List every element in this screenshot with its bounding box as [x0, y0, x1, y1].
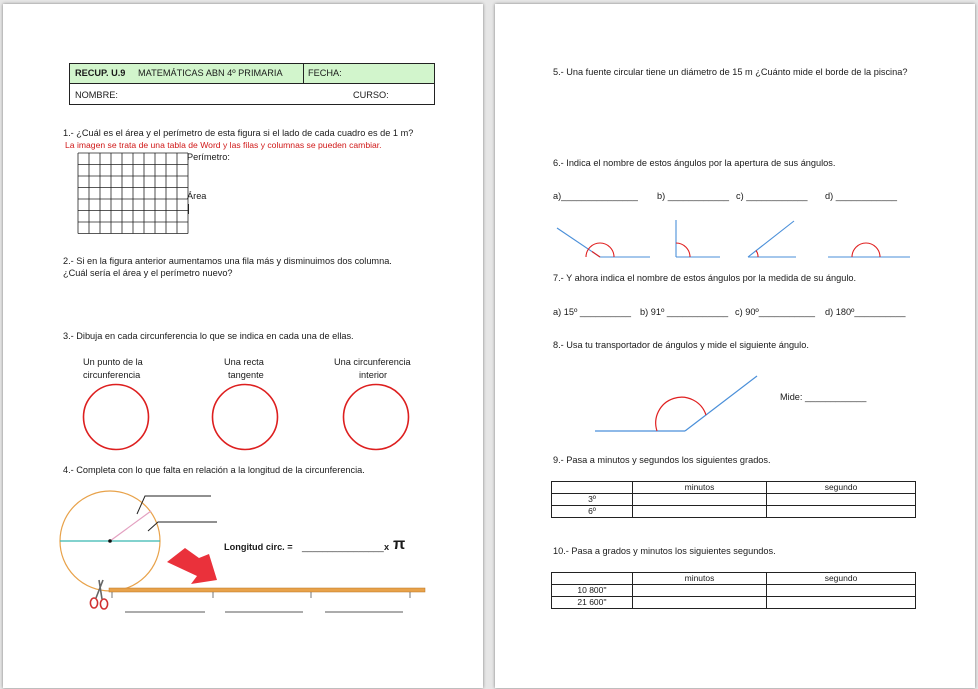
q2-line2: ¿Cuál sería el área y el perímetro nuevo? [63, 268, 233, 278]
q7-blank-a[interactable]: a) 15º __________ [553, 307, 631, 317]
grid-figure [77, 152, 189, 234]
pi-symbol: π [393, 536, 406, 553]
center-point [108, 539, 112, 543]
q3-label-3b: interior [359, 370, 388, 380]
header-nombre: NOMBRE: [75, 90, 118, 100]
table-row: 6º [552, 506, 916, 518]
q10-text: 10.- Pasa a grados y minutos los siguientes segundos. [553, 546, 776, 556]
q9-text: 9.- Pasa a minutos y segundos los siguientes grados. [553, 455, 771, 465]
angle-b-right [676, 220, 720, 257]
answer-cell[interactable] [767, 597, 916, 609]
q8-text: 8.- Usa tu transportador de ángulos y mide el siguiente ángulo. [553, 340, 809, 350]
q3-label-1a: Un punto de la [83, 357, 143, 367]
q6-text: 6.- Indica el nombre de estos ángulos por la apertura de sus ángulos. [553, 158, 836, 168]
circle-1[interactable] [84, 385, 149, 450]
circle-3[interactable] [344, 385, 409, 450]
header-curso: CURSO: [353, 90, 389, 100]
header-fecha: FECHA: [308, 68, 342, 78]
q9-table [551, 481, 916, 518]
table-row: 10 800'' [552, 585, 916, 597]
q1-note: La imagen se trata de una tabla de Word y las filas y columnas se pueden cambiar. [65, 140, 382, 150]
table-row: 21 600'' [552, 597, 916, 609]
ruler-bar [109, 588, 425, 592]
table-row: minutos segundo [552, 573, 916, 585]
angle-c-acute [748, 221, 796, 257]
q3-label-1b: circunferencia [83, 370, 141, 380]
q3-circles [73, 379, 423, 459]
q10-table [551, 572, 916, 609]
q7-text: 7.- Y ahora indica el nombre de estos ángulos por la medida de su ángulo. [553, 273, 857, 283]
q7-blank-c[interactable]: c) 90º___________ [735, 307, 815, 317]
answer-cell[interactable] [767, 494, 916, 506]
answer-cell[interactable] [767, 506, 916, 518]
circle-2[interactable] [213, 385, 278, 450]
text-cursor [188, 204, 189, 214]
answer-cell[interactable] [633, 506, 767, 518]
q3-text: 3.- Dibuja en cada circunferencia lo que se indica en cada una de ellas. [63, 331, 354, 341]
answer-cell[interactable] [633, 585, 767, 597]
q8-angle [595, 372, 765, 436]
answer-cell[interactable] [767, 585, 916, 597]
q7-blank-d[interactable]: d) 180º__________ [825, 307, 906, 317]
q6-blank-a[interactable]: a)_______________ [553, 191, 638, 201]
area-label: Área [187, 191, 207, 201]
answer-cell[interactable] [633, 597, 767, 609]
q6-angles [550, 216, 920, 262]
formula-x: x [384, 542, 390, 552]
q2-line1: 2.- Si en la figura anterior aumentamos una fila más y disminuimos dos columna. [63, 256, 392, 266]
q6-blank-d[interactable]: d) ____________ [825, 191, 898, 201]
page-left [3, 4, 483, 688]
header-table [69, 63, 435, 105]
q1-text: 1.- ¿Cuál es el área y el perímetro de esta figura si el lado de cada cuadro es de 1 m? [63, 128, 414, 138]
header-subject: MATEMÁTICAS ABN 4º PRIMARIA [138, 68, 283, 78]
formula-blank[interactable]: ________________ [302, 542, 384, 552]
q3-label-2b: tangente [228, 370, 264, 380]
formula-label: Longitud circ. = [224, 542, 293, 552]
q3-label-2a: Una recta [224, 357, 264, 367]
answer-cell[interactable] [633, 494, 767, 506]
q7-blank-b[interactable]: b) 91º ____________ [640, 307, 729, 317]
radius-line [110, 511, 151, 541]
red-arrow-icon [167, 548, 217, 584]
angle-a-obtuse [557, 228, 650, 257]
q8-mide[interactable]: Mide: ____________ [780, 392, 867, 402]
scissors-icon [90, 580, 107, 609]
q6-blank-c[interactable]: c) ____________ [736, 191, 808, 201]
circumference-diagram [59, 484, 431, 624]
table-row: minutos segundo [552, 482, 916, 494]
angle-d-straight [828, 243, 910, 257]
q4-text: 4.- Completa con lo que falta en relación a la longitud de la circunferencia. [63, 465, 365, 475]
table-row: 3º [552, 494, 916, 506]
q6-blank-b[interactable]: b) ____________ [657, 191, 730, 201]
q3-label-3a: Una circunferencia [334, 357, 411, 367]
perimetro-label: Perímetro: [187, 152, 230, 162]
page-right [495, 4, 975, 688]
q5-text: 5.- Una fuente circular tiene un diámetro de 15 m ¿Cuánto mide el borde de la piscina? [553, 67, 908, 77]
header-title: RECUP. U.9 [75, 68, 126, 78]
pointer-radius [137, 496, 211, 514]
